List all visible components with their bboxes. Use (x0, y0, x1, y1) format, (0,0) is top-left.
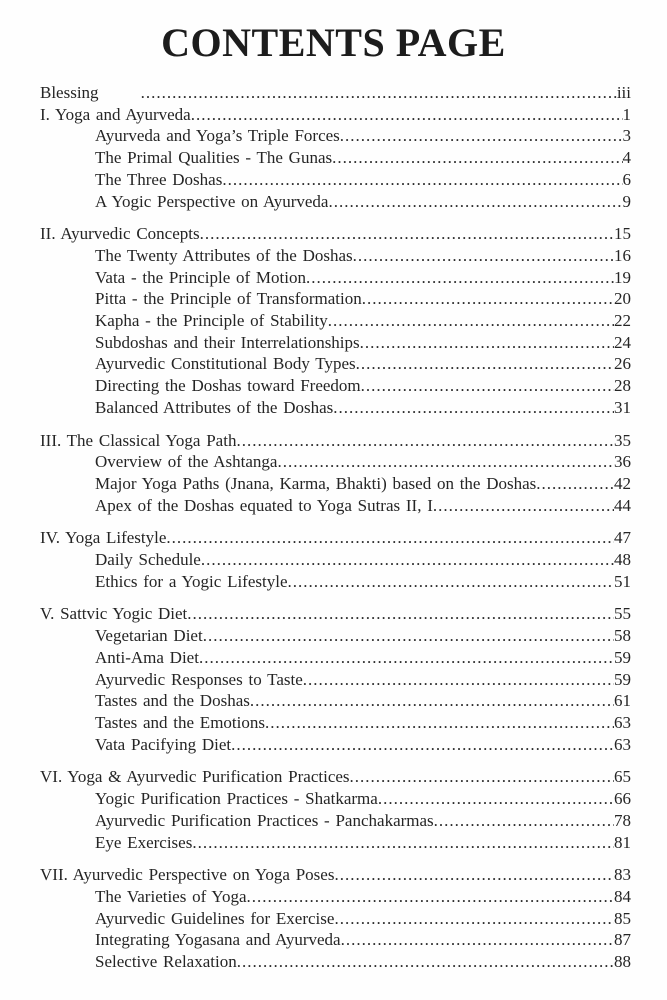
dot-leader (277, 451, 614, 473)
toc-entry-page-number: 63 (614, 734, 631, 754)
toc-entry-page-number: 83 (614, 865, 631, 885)
toc-entry-label: Selective Relaxation (95, 952, 237, 972)
toc-entry-label: Blessing (40, 83, 99, 102)
toc-entry (40, 832, 631, 854)
toc-entry-page-number: 63 (614, 712, 631, 732)
toc-entry (40, 451, 631, 473)
toc-entry-page-number: 9 (622, 191, 631, 211)
toc-entry-label: The Three Doshas (95, 169, 223, 189)
toc-entry-label: Anti-Ama Diet (95, 647, 199, 667)
toc-entry-label: VI. Yoga & Ayurvedic Purification Practices (40, 767, 350, 787)
toc-entry-label: Eye Exercises (95, 832, 193, 852)
toc-entry-label: Integrating Yogasana and Ayurveda (95, 930, 341, 950)
dot-leader (536, 473, 614, 495)
toc-entry (40, 734, 631, 756)
dot-leader (362, 288, 614, 310)
dot-leader (265, 712, 614, 734)
toc-entry-label: Vata Pacifying Diet (95, 734, 232, 754)
toc-entry-page-number: 66 (614, 789, 631, 809)
toc-entry (40, 647, 631, 669)
dot-leader (434, 810, 614, 832)
dot-leader (166, 527, 614, 549)
toc-entry-page-number: 44 (614, 495, 631, 515)
dot-leader (222, 169, 622, 191)
toc-entry-label: Ayurveda and Yoga’s Triple Forces (95, 126, 340, 146)
toc-entry (40, 375, 631, 397)
toc-entry-page-number: 58 (614, 626, 631, 646)
dot-leader (356, 353, 614, 375)
toc-entry-label: Ethics for a Yogic Lifestyle (95, 571, 288, 591)
toc-entry (40, 495, 631, 517)
toc-entry-label: V. Sattvic Yogic Diet (40, 604, 188, 624)
toc-entry-label: Ayurvedic Purification Practices - Panchakarmas (95, 810, 434, 830)
toc-entry-page-number: 42 (614, 473, 631, 493)
toc-entry-page-number: 20 (614, 289, 631, 309)
toc-entry-page-number: 48 (614, 550, 631, 570)
toc-entry-page-number: 81 (614, 832, 631, 852)
toc-entry (40, 191, 631, 213)
toc-entry-label: Apex of the Doshas equated to Yoga Sutras II, I (95, 495, 433, 515)
toc-entry (40, 169, 631, 191)
toc-entry-label: A Yogic Perspective on Ayurveda (95, 191, 329, 211)
toc-entry-label: Major Yoga Paths (Jnana, Karma, Bhakti) based on the Doshas (95, 473, 537, 493)
dot-leader (306, 267, 614, 289)
toc-entry-page-number: 28 (614, 376, 631, 396)
toc-entry-label: I. Yoga and Ayurveda (40, 104, 191, 124)
dot-leader (361, 375, 614, 397)
dot-leader (334, 864, 614, 886)
toc-entry (40, 125, 631, 147)
toc-entry-page-number: iii (616, 83, 631, 102)
toc-entry-label: IV. Yoga Lifestyle (40, 528, 167, 548)
toc-entry-page-number: 26 (614, 354, 631, 374)
toc-entry (40, 886, 631, 908)
dot-leader (353, 245, 614, 267)
toc-entry (40, 810, 631, 832)
dot-leader (288, 571, 615, 593)
toc-entry-page-number: 35 (614, 430, 631, 450)
toc-entry-label: Daily Schedule (95, 550, 201, 570)
toc-entry-page-number: 65 (614, 767, 631, 787)
toc-entry-page-number: 4 (622, 148, 631, 168)
toc-entry (40, 908, 631, 930)
dot-leader (340, 125, 623, 147)
toc-entry (40, 864, 631, 886)
toc-list (0, 82, 667, 973)
dot-leader (250, 690, 614, 712)
toc-entry (40, 310, 631, 332)
dot-leader (328, 191, 622, 213)
toc-entry-page-number: 87 (614, 930, 631, 950)
dot-leader (333, 397, 614, 419)
toc-entry-label: Subdoshas and their Interrelationships (95, 332, 360, 352)
toc-entry (40, 223, 631, 245)
toc-entry-page-number: 78 (614, 810, 631, 830)
dot-leader (247, 886, 615, 908)
toc-entry (40, 788, 631, 810)
dot-leader (203, 625, 614, 647)
toc-entry (40, 82, 631, 104)
toc-entry (40, 690, 631, 712)
toc-entry (40, 603, 631, 625)
dot-leader (433, 495, 614, 517)
toc-entry-page-number: 85 (614, 908, 631, 928)
toc-entry-page-number: 22 (614, 311, 631, 331)
dot-leader (360, 332, 614, 354)
toc-entry-page-number: 15 (614, 224, 631, 244)
toc-entry (40, 353, 631, 375)
dot-leader (236, 430, 614, 452)
toc-entry (40, 766, 631, 788)
toc-entry-label: II. Ayurvedic Concepts (40, 224, 200, 244)
toc-entry-page-number: 6 (622, 169, 631, 189)
toc-entry (40, 929, 631, 951)
dot-leader (187, 603, 614, 625)
toc-entry (40, 288, 631, 310)
page-title: CONTENTS PAGE (161, 20, 506, 65)
toc-entry (40, 430, 631, 452)
toc-entry (40, 571, 631, 593)
dot-leader (350, 766, 614, 788)
dot-leader (378, 788, 614, 810)
dot-leader (231, 734, 614, 756)
toc-entry-page-number: 3 (622, 126, 631, 146)
toc-entry-page-number: 1 (622, 104, 631, 124)
toc-entry-label: VII. Ayurvedic Perspective on Yoga Poses (40, 865, 335, 885)
dot-leader (200, 223, 614, 245)
toc-entry (40, 669, 631, 691)
toc-entry-label: Ayurvedic Responses to Taste (95, 669, 303, 689)
toc-entry-label: The Varieties of Yoga (95, 886, 247, 906)
dot-leader (192, 832, 614, 854)
toc-entry-page-number: 61 (614, 691, 631, 711)
toc-entry-label: Tastes and the Doshas (95, 691, 250, 711)
dot-leader (332, 147, 622, 169)
toc-entry (40, 245, 631, 267)
dot-leader (199, 647, 614, 669)
toc-entry (40, 147, 631, 169)
toc-entry (40, 332, 631, 354)
toc-entry-label: Vegetarian Diet (95, 626, 203, 646)
toc-entry (40, 397, 631, 419)
toc-entry-label: Ayurvedic Constitutional Body Types (95, 354, 356, 374)
toc-entry-label: The Twenty Attributes of the Doshas (95, 245, 353, 265)
toc-entry-label: Tastes and the Emotions (95, 712, 265, 732)
toc-entry (40, 951, 631, 973)
toc-entry-page-number: 19 (614, 267, 631, 287)
toc-entry (40, 527, 631, 549)
toc-entry-label: III. The Classical Yoga Path (40, 430, 237, 450)
toc-entry-label: Vata - the Principle of Motion (95, 267, 306, 287)
toc-entry-page-number: 55 (614, 604, 631, 624)
toc-entry-page-number: 24 (614, 332, 631, 352)
dot-leader (328, 310, 614, 332)
toc-entry-page-number: 47 (614, 528, 631, 548)
toc-entry-page-number: 31 (614, 397, 631, 417)
toc-entry-label: Directing the Doshas toward Freedom (95, 376, 361, 396)
toc-entry-page-number: 88 (614, 952, 631, 972)
toc-entry-label: Yogic Purification Practices - Shatkarma (95, 789, 378, 809)
toc-entry (40, 473, 631, 495)
dot-leader (334, 908, 614, 930)
toc-entry-label: Ayurvedic Guidelines for Exercise (95, 908, 335, 928)
toc-entry-label: The Primal Qualities - The Gunas (95, 148, 333, 168)
toc-entry (40, 625, 631, 647)
toc-entry-label: Pitta - the Principle of Transformation (95, 289, 362, 309)
toc-entry-page-number: 36 (614, 452, 631, 472)
toc-entry-page-number: 59 (614, 669, 631, 689)
toc-entry-label: Balanced Attributes of the Doshas (95, 397, 334, 417)
toc-entry (40, 267, 631, 289)
dot-leader (341, 929, 614, 951)
dot-leader (201, 549, 614, 571)
toc-entry (40, 712, 631, 734)
toc-entry-page-number: 16 (614, 245, 631, 265)
dot-leader (237, 951, 614, 973)
dot-leader (191, 104, 623, 126)
dot-leader (303, 669, 614, 691)
toc-entry-label: Overview of the Ashtanga (95, 452, 278, 472)
dot-leader (141, 82, 617, 104)
toc-entry (40, 104, 631, 126)
toc-entry (40, 549, 631, 571)
toc-entry-page-number: 84 (614, 886, 631, 906)
toc-entry-page-number: 51 (614, 571, 631, 591)
toc-entry-label: Kapha - the Principle of Stability (95, 311, 328, 331)
toc-entry-page-number: 59 (614, 647, 631, 667)
